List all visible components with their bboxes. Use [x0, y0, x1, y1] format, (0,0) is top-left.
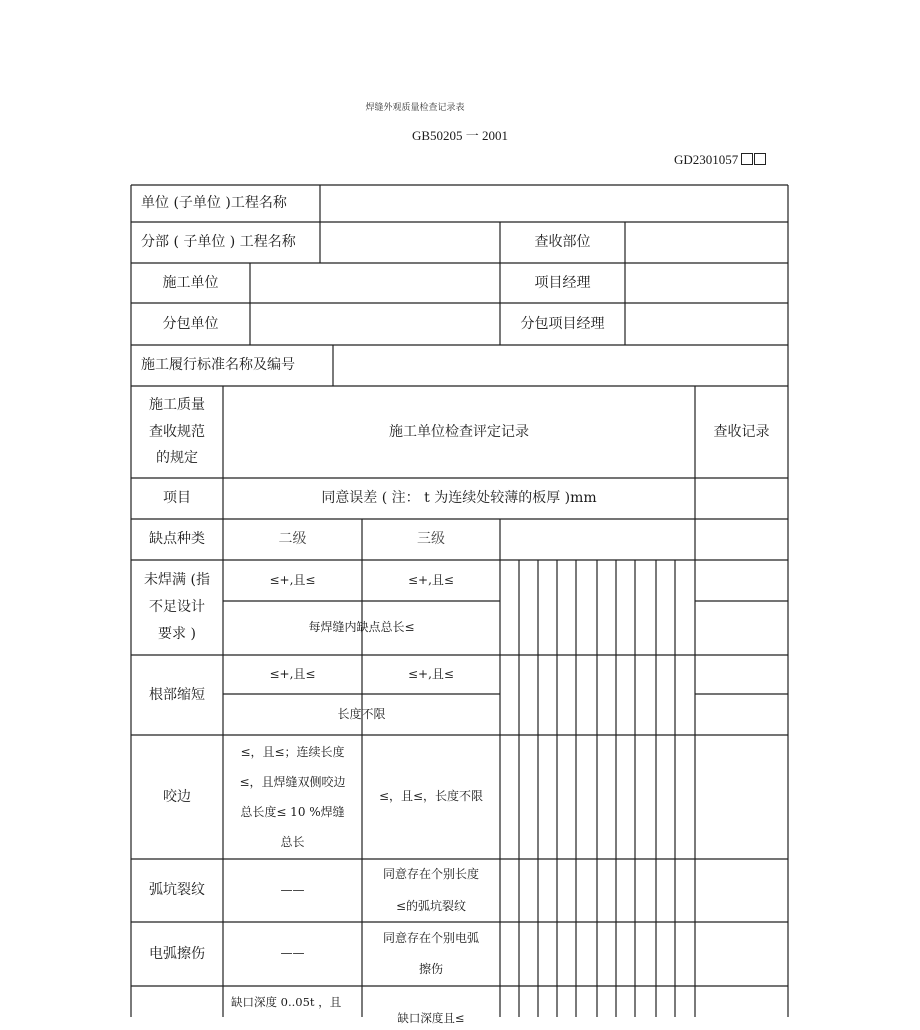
form-title: 焊缝外观质量检查记录表: [365, 103, 465, 113]
root-grade-2: ≤+,且≤: [269, 666, 316, 681]
underfill-grade-3: ≤+,且≤: [408, 572, 454, 587]
undercut-grade-2-line: 总长: [280, 835, 305, 849]
subcontractor-value[interactable]: [250, 303, 500, 345]
unit-project-value[interactable]: [320, 185, 788, 222]
underfill-name-line: 要求 ): [158, 626, 196, 643]
grade-3-header: 三级: [417, 531, 445, 548]
item-label: 项目: [163, 490, 191, 507]
spec-header-line: 查收规范: [149, 423, 205, 440]
tolerance-note: 同意误差 ( 注： t 为连续处较薄的板厚 )mm: [321, 490, 597, 507]
arc-strike-grade-2: ——: [280, 946, 305, 961]
arc-strike-grade-3: [362, 922, 500, 986]
spec-header-line: 施工质量: [149, 397, 205, 414]
arc-strike-name: 电弧擦伤: [149, 945, 205, 962]
subcontractor-label: 分包单位: [162, 315, 219, 332]
crater-grade-2: ——: [280, 882, 305, 897]
undercut-grade-2: [223, 735, 362, 859]
arc-strike-grade-3-line: 同意存在个别电弧: [382, 930, 479, 945]
undercut-grade-2-line: ≤，且≤；连续长度: [240, 745, 345, 759]
acceptance-record-header: 查收记录: [713, 423, 770, 440]
construction-unit-value[interactable]: [250, 263, 500, 303]
notch-grade-3: 缺口深度且≤: [397, 1011, 465, 1025]
standard-value[interactable]: [333, 345, 788, 386]
spec-header: [131, 386, 223, 478]
project-manager-label: 项目经理: [534, 274, 591, 291]
acceptance-part-value[interactable]: [625, 222, 788, 263]
sub-project-manager-value[interactable]: [625, 303, 788, 345]
unit-project-label: 单位 (子单位 )工程名称: [141, 195, 287, 212]
root-name: 根部缩短: [149, 686, 205, 703]
acceptance-part-label: 查收部位: [534, 234, 591, 251]
crater-grade-3-line: 同意存在个别长度: [382, 867, 479, 882]
underfill-total: 每焊缝内缺点总长≤: [308, 620, 415, 635]
standard-number: GB50205 一 2001: [411, 128, 509, 143]
project-manager-value[interactable]: [625, 263, 788, 303]
underfill-name: [131, 560, 223, 655]
underfill-grade-2: ≤+,且≤: [269, 572, 316, 587]
defect-type-label: 缺点种类: [149, 531, 205, 548]
sub-project-value[interactable]: [320, 222, 500, 263]
root-length: 长度不限: [337, 706, 386, 721]
standard-label: 施工履行标准名称及编号: [141, 357, 295, 374]
sub-project-label: 分部 ( 子单位 ) 工程名称: [141, 234, 296, 251]
underfill-name-line: 未焊满 (指: [144, 571, 210, 588]
crater-grade-3-line: ≤的弧坑裂纹: [395, 898, 467, 913]
crater-grade-3: [362, 859, 500, 922]
root-grade-3: ≤+,且≤: [408, 666, 454, 681]
form-code-text: GD2301057: [674, 152, 739, 167]
crater-name: 弧坑裂纹: [149, 882, 205, 899]
grade-2-header: 二级: [278, 531, 307, 548]
spec-header-line: 的规定: [156, 450, 198, 467]
undercut-grade-2-line: ≤，且焊缝双侧咬边: [239, 775, 346, 789]
undercut-grade-2-line: 总长度≤ 10 %焊缝: [240, 805, 345, 819]
undercut-name: 咬边: [163, 788, 191, 805]
construction-unit-label: 施工单位: [162, 274, 219, 291]
underfill-name-line: 不足设计: [149, 598, 205, 615]
eval-record-header: 施工单位检查评定记录: [389, 423, 529, 440]
arc-strike-grade-3-line: 擦伤: [418, 962, 443, 976]
undercut-grade-3: ≤，且≤，长度不限: [378, 789, 484, 804]
notch-grade-2: 缺口深度 0..05t ，且: [231, 995, 342, 1009]
sub-project-manager-label: 分包项目经理: [520, 315, 605, 332]
